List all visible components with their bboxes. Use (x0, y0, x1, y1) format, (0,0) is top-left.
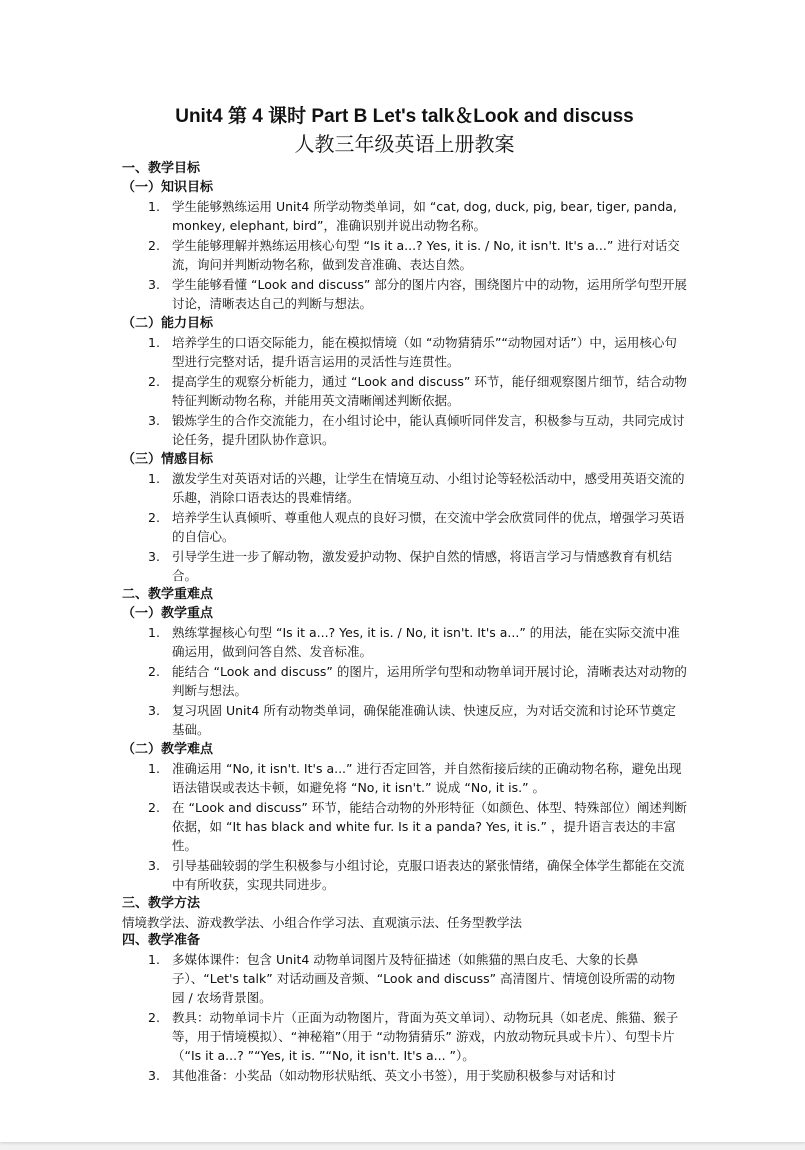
document-subtitle: 人教三年级英语上册教案 (294, 132, 515, 156)
list-item-text: 能结合 “Look and discuss” 的图片，运用所学句型和动物单词开展讨论，清晰表达对动物的判断与想法。 (172, 664, 687, 698)
list-number: 1. (148, 625, 160, 640)
subsection-heading: （一）知识目标 (122, 180, 214, 195)
list-item (122, 236, 687, 274)
list-item (122, 759, 687, 797)
section-heading: 三、教学方法 (122, 896, 201, 911)
list-item (122, 275, 687, 313)
list-number: 3. (148, 858, 160, 873)
list-number: 3. (148, 1068, 160, 1083)
list-item (122, 856, 687, 894)
list-item-text: 学生能够熟练运用 Unit4 所学动物类单词，如 “cat, dog, duck, pig, bear, tiger, panda, monkey, elephant, bird”，准确识别并说出动物名称。 (172, 199, 677, 233)
list-item-text: 准确运用 “No, it isn't. It's a...” 进行否定回答，并自然衔接后续的正确动物名称，避免出现语法错误或表达卡顿，如避免将 “No, it isn't.” 说成 “No, it is.” 。 (172, 761, 682, 795)
list-number: 2. (148, 238, 160, 253)
list-item (122, 372, 687, 410)
list-item-text: 激发学生对英语对话的兴趣，让学生在情境互动、小组讨论等轻松活动中，感受用英语交流的乐趣，消除口语表达的畏难情绪。 (172, 471, 685, 505)
numbered-list (122, 469, 687, 585)
list-number: 3. (148, 277, 160, 292)
subsection-heading: （三）情感目标 (122, 452, 214, 467)
list-number: 2. (148, 374, 160, 389)
list-number: 1. (148, 761, 160, 776)
list-item (122, 662, 687, 700)
numbered-list (122, 197, 687, 313)
list-number: 3. (148, 413, 160, 428)
list-number: 3. (148, 703, 160, 718)
list-item (122, 333, 687, 371)
list-item-text: 复习巩固 Unit4 所有动物类单词，确保能准确认读、快速反应，为对话交流和讨论环节奠定基础。 (172, 703, 676, 737)
list-item-text: 培养学生认真倾听、尊重他人观点的良好习惯，在交流中学会欣赏同伴的优点，增强学习英语的自信心。 (172, 510, 685, 544)
numbered-list (122, 759, 687, 894)
list-item-text: 提高学生的观察分析能力，通过 “Look and discuss” 环节，能仔细观察图片细节，结合动物特征判断动物名称，并能用英文清晰阐述判断依据。 (172, 374, 687, 408)
list-number: 1. (148, 471, 160, 486)
list-item (122, 469, 687, 507)
subsection-heading: （一）教学重点 (122, 606, 214, 621)
subsection-heading: （二）教学难点 (122, 742, 214, 757)
list-number: 1. (148, 952, 160, 967)
list-item (122, 547, 687, 585)
section-heading: 四、教学准备 (122, 933, 201, 948)
section-text: 情境教学法、游戏教学法、小组合作学习法、直观演示法、任务型教学法 (122, 915, 523, 930)
list-item-text: 引导基础较弱的学生积极参与小组讨论，克服口语表达的紧张情绪，确保全体学生都能在交流中有所收获，实现共同进步。 (172, 858, 685, 892)
list-item-text: 引导学生进一步了解动物，激发爱护动物、保护自然的情感，将语言学习与情感教育有机结合。 (172, 549, 673, 583)
list-item-text: 其他准备：小奖品（如动物形状贴纸、英文小书签），用于奖励积极参与对话和讨 (172, 1068, 616, 1083)
numbered-list (122, 950, 687, 1085)
section-heading: 二、教学重难点 (122, 587, 214, 602)
list-item (122, 197, 687, 235)
list-item-text: 学生能够理解并熟练运用核心句型 “Is it a...? Yes, it is. / No, it isn't. It's a...” 进行对话交流，询问并判断动物名称，做到发音准确、表达自然。 (172, 238, 680, 272)
numbered-list (122, 333, 687, 449)
list-item-text: 教具：动物单词卡片（正面为动物图片，背面为英文单词）、动物玩具（如老虎、熊猫、猴子等，用于情境模拟）、“神秘箱”（用于 “动物猜猜乐” 游戏，内放动物玩具或卡片）、句型卡片（“Is it a...? ”“Yes, it is. ”“No, it isn't. It's a... ”）。 (172, 1010, 679, 1063)
list-item (122, 1008, 687, 1065)
section-heading: 一、教学目标 (122, 161, 201, 176)
list-number: 2. (148, 1010, 160, 1025)
list-number: 2. (148, 510, 160, 525)
list-item (122, 950, 687, 1007)
subsection-heading: （二）能力目标 (122, 316, 214, 331)
list-item-text: 培养学生的口语交际能力，能在模拟情境（如 “动物猜猜乐”“动物园对话”）中，运用核心句型进行完整对话，提升语言运用的灵活性与连贯性。 (172, 335, 677, 369)
list-item (122, 623, 687, 661)
list-item (122, 701, 687, 739)
numbered-list (122, 623, 687, 739)
list-item-text: 学生能够看懂 “Look and discuss” 部分的图片内容，围绕图片中的动物，运用所学句型开展讨论，清晰表达自己的判断与想法。 (172, 277, 687, 311)
list-item (122, 508, 687, 546)
list-number: 1. (148, 335, 160, 350)
list-item-text: 在 “Look and discuss” 环节，能结合动物的外形特征（如颜色、体型、特殊部位）阐述判断依据，如 “It has black and white fur. Is it a panda? Yes, it is.” ，提升语言表达的丰富性。 (172, 800, 687, 853)
list-number: 2. (148, 664, 160, 679)
list-number: 1. (148, 199, 160, 214)
list-item (122, 411, 687, 449)
document-content (122, 104, 687, 1086)
list-item (122, 798, 687, 855)
list-item-text: 锻炼学生的合作交流能力，在小组讨论中，能认真倾听同伴发言，积极参与互动，共同完成讨论任务，提升团队协作意识。 (172, 413, 685, 447)
list-item-text: 多媒体课件：包含 Unit4 动物单词图片及特征描述（如熊猫的黑白皮毛、大象的长鼻子）、“Let's talk” 对话动画及音频、“Look and discuss” 高清图片、情境创设所需的动物园 / 农场背景图。 (172, 952, 676, 1005)
document-title: Unit4 第 4 课时 Part B Let's talk＆Look and discuss (175, 106, 634, 127)
list-number: 3. (148, 549, 160, 564)
list-number: 2. (148, 800, 160, 815)
list-item (122, 1066, 687, 1085)
list-item-text: 熟练掌握核心句型 “Is it a...? Yes, it is. / No, it isn't. It's a...” 的用法，能在实际交流中准确运用，做到问答自然、发音标准。 (172, 625, 680, 659)
